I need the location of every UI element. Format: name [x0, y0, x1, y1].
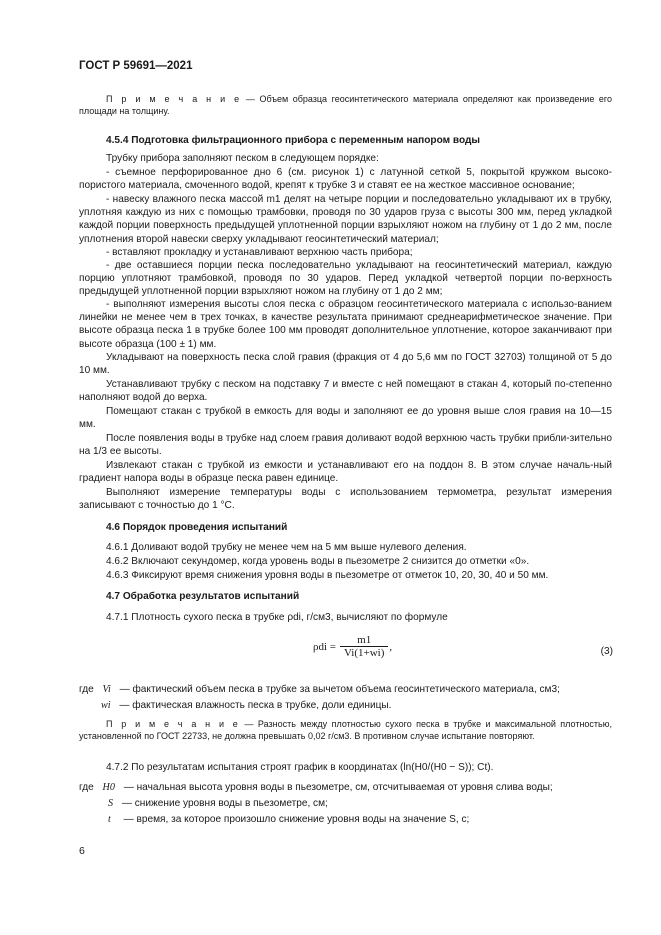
where-clause	[79, 683, 612, 696]
note-text: — Разность между плотностью сухого песка в трубке и максимальной плотностью, установленной по ГОСТ 22733, не должна превышать 0,02 г/см3. В противном случае испытание повторяют.	[79, 719, 612, 741]
where-symbol: H0	[102, 782, 115, 793]
formula-lhs: ρdi =	[313, 640, 336, 653]
where-prefix: где	[79, 782, 94, 793]
where-text: — фактический объем песка в трубке за вычетом объема геосинтетического материала, см3;	[119, 684, 560, 695]
note-paragraph	[79, 93, 612, 117]
density-formula	[312, 634, 393, 659]
list-item: - съемное перфорированное дно 6 (см. рисунок 1) с латунной сеткой 5, покрытой кружком высоко-пористого материала, смоченного водой, крепят к трубке 3 и ставят ее на жесткое массивное основание;	[79, 167, 612, 192]
paragraph: Извлекают стакан с трубкой из емкости и устанавливают его на поддон 8. В этом случае началь-ный градиент напора воды в образце песка равен единице.	[79, 460, 612, 485]
section-heading-4-5-4: 4.5.4 Подготовка фильтрационного прибора с переменным напором воды	[106, 135, 481, 146]
document-id-header: ГОСТ Р 59691—2021	[79, 60, 193, 72]
list-item: - вставляют прокладку и устанавливают верхнюю часть прибора;	[106, 247, 413, 258]
where-text: — фактическая влажность песка в трубке, доли единицы.	[119, 700, 392, 711]
where-clause	[108, 813, 641, 826]
list-item: - выполняют измерения высоты слоя песка с образцом геосинтетического материала с использо-ванием линейки не менее чем в трех точках, в качестве результата принимают среднеарифметическое значение. При высоте образца песка 1 в трубке более 100 мм проводят дополнительное уплотнение, которое заканчивают при высоте образца (100 ± 1) мм.	[79, 299, 612, 350]
where-text: — начальная высота уровня воды в пьезометре, см, отсчитываемая от уровня слива воды;	[123, 782, 553, 793]
where-text: — время, за которое произошло снижение уровня воды на значение S, с;	[123, 814, 470, 825]
list-item: - навеску влажного песка массой m1 делят на четыре порции и последовательно укладывают их в трубку, уплотняя каждую из них с помощью трамбовки, проводя по 30 ударов груза с высоты 300 мм, перед укладкой каждой порции поверхность предыдущей уплотненной порции взрыхляют ножом на глубину от 1 до 2 мм, после уплотнения второй навески сверху укладывают геосинтетический материал;	[79, 194, 612, 245]
formula-denominator: Vi(1+wi)	[344, 647, 385, 659]
where-symbol: Vi	[102, 684, 111, 695]
section-heading-4-6: 4.6 Порядок проведения испытаний	[106, 522, 288, 533]
formula-numerator: m1	[340, 634, 388, 647]
where-symbol: wi	[101, 700, 111, 711]
note-label: П р и м е ч а н и е	[106, 719, 240, 729]
where-text: — снижение уровня воды в пьезометре, см;	[121, 798, 328, 809]
paragraph: Выполняют измерение температуры воды с использованием термометра, результат измерения записывают с точностью до 1 °C.	[79, 487, 612, 512]
paragraph: Укладывают на поверхность песка слой гравия (фракция от 4 до 5,6 мм по ГОСТ 32703) толщиной от 5 до 10 мм.	[79, 352, 612, 377]
paragraph: Устанавливают трубку с песком на подставку 7 и вместе с ней помещают в стакан 4, который по-степенно наполняют водой до верха.	[79, 379, 612, 404]
where-clause	[79, 781, 612, 794]
note-label: П р и м е ч а н и е	[106, 94, 242, 104]
where-prefix: где	[79, 684, 94, 695]
formula-layout	[312, 634, 393, 659]
page-number: 6	[79, 845, 85, 857]
step-item: 4.6.2 Включают секундомер, когда уровень воды в пьезометре 2 снизится до отметки «0».	[106, 556, 530, 567]
paragraph: После появления воды в трубке над слоем гравия доливают водой верхнюю часть трубки прибли-зительно на 1/3 ее высоты.	[79, 433, 612, 458]
step-item: 4.6.3 Фиксируют время снижения уровня воды в пьезометре от отметок 10, 20, 30, 40 и 50 мм.	[106, 570, 549, 581]
where-symbol: t	[108, 814, 111, 825]
where-symbol: S	[108, 798, 114, 809]
section-intro: Трубку прибора заполняют песком в следующем порядке:	[106, 153, 379, 164]
paragraph-4-7-2: 4.7.2 По результатам испытания строят график в координатах (ln(H0/(H0 − S)); Ct).	[106, 762, 494, 773]
where-clause	[101, 699, 634, 712]
paragraph-4-7-1: 4.7.1 Плотность сухого песка в трубке ρdi, г/см3, вычисляют по формуле	[106, 612, 448, 623]
paragraph: Помещают стакан с трубкой в емкость для воды и заполняют ее до уровня выше слоя гравия на 10—15 мм.	[79, 406, 612, 431]
equation-number: (3)	[600, 646, 613, 657]
step-item: 4.6.1 Доливают водой трубку не менее чем на 5 мм выше нулевого деления.	[106, 542, 467, 553]
note-text: — Объем образца геосинтетического материала определяют как произведение его площади на толщину.	[79, 94, 612, 116]
where-clause	[108, 797, 641, 810]
section-heading-4-7: 4.7 Обработка результатов испытаний	[106, 591, 300, 602]
formula-comma: ,	[389, 640, 393, 653]
note-paragraph	[79, 718, 612, 742]
list-item: - две оставшиеся порции песка последовательно укладывают на геосинтетический материал, каждую порцию уплотняют трамбовкой, проводя по 30 ударов. Перед укладкой четвертой порции по-верхность предыдущей уплотненной порции взрыхляют ножом на глубину от 1 до 2 мм;	[79, 260, 612, 298]
